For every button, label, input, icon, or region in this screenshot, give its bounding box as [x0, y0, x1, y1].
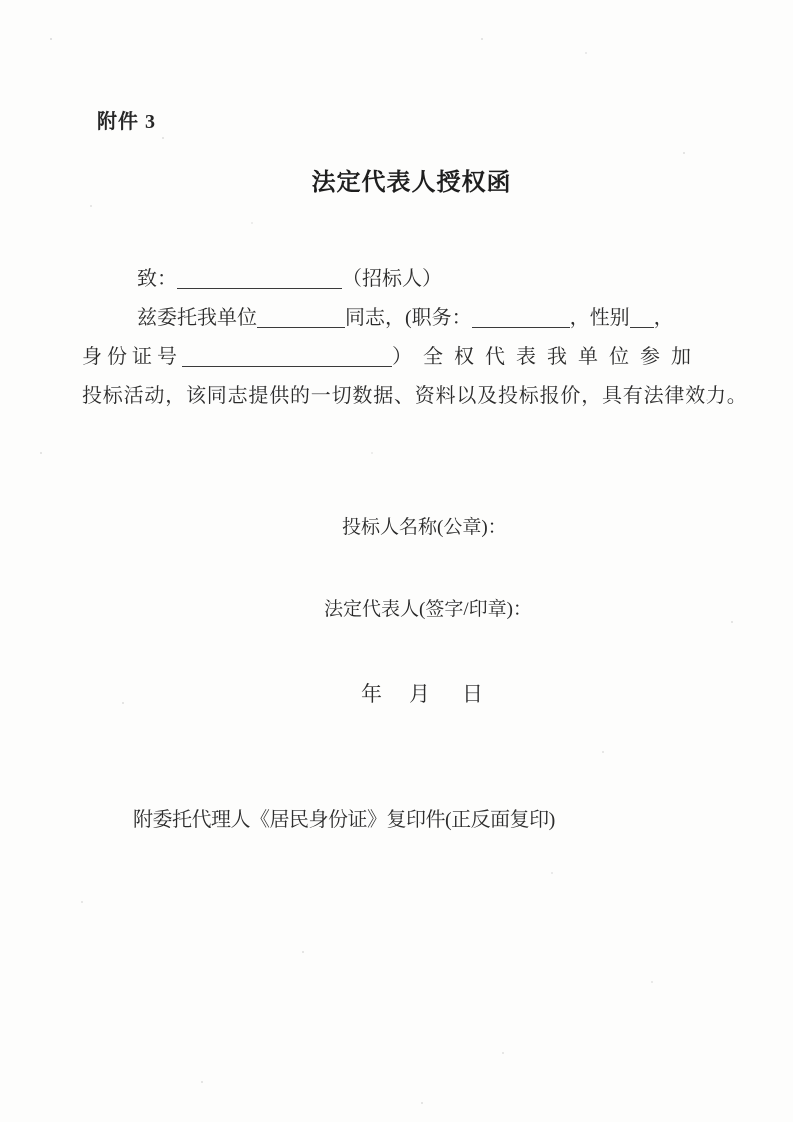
date-line: [361, 678, 483, 708]
tenderer-name-blank: [177, 268, 342, 289]
gender-blank: [630, 307, 654, 328]
delegation-text-1: 兹委托我单位: [137, 307, 257, 329]
agent-name-blank: [257, 307, 345, 328]
id-copy-attachment-note: 附委托代理人《居民身份证》复印件(正反面复印): [133, 809, 555, 831]
validity-text: 投标活动，该同志提供的一切数据、资料以及投标报价，具有法律效力。: [82, 385, 748, 407]
legal-representative-signature-label: 法定代表人(签字/印章)：: [324, 599, 532, 620]
salutation-prefix: 致：: [137, 268, 177, 290]
delegation-text-3: ，性别: [569, 307, 630, 329]
id-number-line: [82, 338, 712, 377]
authorization-paragraph: [82, 260, 748, 416]
id-number-label: 身份证号: [82, 346, 182, 368]
scan-noise-speckles: [0, 0, 2, 2]
delegation-text-4: ，: [653, 307, 674, 329]
salutation-suffix: （招标人）: [342, 268, 442, 290]
document-title: 法定代表人授权函: [311, 170, 512, 196]
delegation-text-2: 同志，(职务：: [345, 307, 472, 329]
date-year-label: 年: [361, 682, 382, 706]
bidder-seal-label: 投标人名称(公章)：: [342, 517, 507, 538]
id-number-blank: [182, 346, 392, 367]
validity-line: [82, 377, 748, 416]
delegation-line: [82, 299, 712, 338]
date-month-label: 月: [409, 682, 430, 706]
attachment-label: 附件 3: [97, 111, 156, 133]
representation-text: ）全权代表我单位参加: [392, 346, 702, 368]
duty-blank: [472, 307, 570, 328]
salutation-line: [82, 260, 712, 299]
date-day-label: 日: [462, 682, 483, 706]
title-row: [15, 162, 793, 197]
